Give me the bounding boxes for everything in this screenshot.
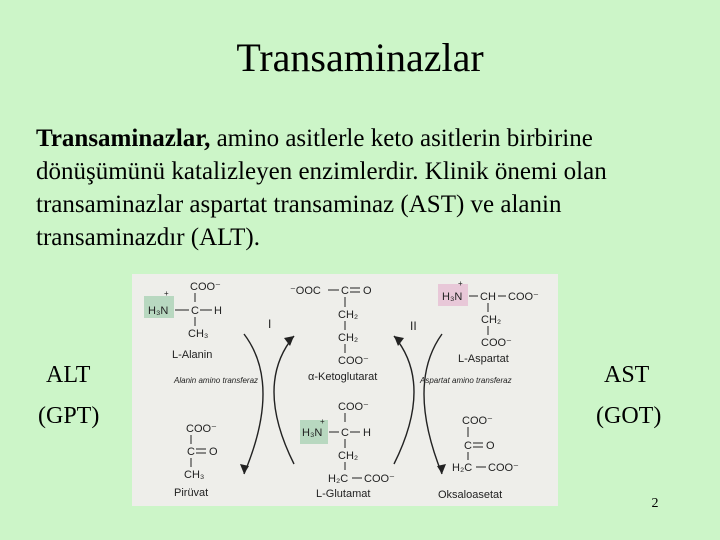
aspartate-charge: + — [458, 279, 463, 288]
alanine-methyl: CH₃ — [188, 328, 209, 340]
aspartate-side-carboxyl: COO⁻ — [481, 337, 512, 349]
oxaloacetate-structure — [438, 415, 519, 501]
pyruvate-methyl: CH₃ — [184, 469, 205, 481]
glutamate-h2c: H₂C — [328, 473, 349, 485]
pyruvate-oxygen: O — [209, 446, 218, 458]
arrow-left-outer — [244, 334, 263, 474]
ketoglutarate-keto-carbon: C — [341, 285, 349, 297]
transamination-diagram — [132, 274, 558, 506]
glutamate-ch2: CH₂ — [338, 450, 359, 462]
alanine-name: L-Alanin — [172, 349, 213, 361]
ketoglutarate-structure — [290, 285, 377, 383]
glutamate-alpha-carboxyl: COO⁻ — [338, 401, 369, 413]
alanine-hydrogen: H — [214, 305, 222, 317]
pyruvate-name: Pirüvat — [174, 487, 209, 499]
ketoglutarate-ch2-1: CH₂ — [338, 309, 359, 321]
page-number: 2 — [651, 496, 659, 511]
glutamate-structure — [302, 401, 395, 500]
aspartate-structure — [442, 279, 539, 365]
alanine-carboxyl: COO⁻ — [190, 281, 221, 293]
glutamate-alpha-carbon: C — [341, 427, 349, 439]
oxaloacetate-keto-carbon: C — [464, 440, 472, 452]
body-paragraph — [36, 122, 696, 254]
oxaloacetate-oxygen: O — [486, 440, 495, 452]
ketoglutarate-ch2-2: CH₂ — [338, 332, 359, 344]
reaction-label-i: I — [268, 317, 272, 331]
aspartate-alpha-carboxyl: COO⁻ — [508, 291, 539, 303]
aspartate-name: L-Aspartat — [458, 353, 509, 365]
ketoglutarate-name: α-Ketoglutarat — [308, 371, 378, 383]
alanine-alpha-carbon: C — [191, 305, 199, 317]
oxaloacetate-h2c: H₂C — [452, 462, 473, 474]
body-bold-term: Transaminazlar, — [36, 125, 211, 152]
ketoglutarate-carboxyl-left: ⁻OOC — [290, 285, 321, 297]
label-got: (GOT) — [596, 403, 662, 429]
aspartate-amino: H₃N — [442, 291, 463, 303]
pyruvate-keto-carbon: C — [187, 446, 195, 458]
oxaloacetate-carboxyl: COO⁻ — [462, 415, 493, 427]
aspartate-ch2: CH₂ — [481, 314, 502, 326]
alanine-charge: + — [164, 289, 169, 298]
label-gpt: (GPT) — [38, 403, 100, 429]
ketoglutarate-oxygen: O — [363, 285, 372, 297]
alanine-structure — [148, 281, 222, 361]
glutamate-charge: + — [320, 417, 325, 426]
glutamate-amino: H₃N — [302, 427, 323, 439]
enzyme-alt-label: Alanin amino transferaz — [174, 376, 259, 385]
arrow-right-inner — [394, 336, 414, 464]
enzyme-ast-label: Aspartat amino transferaz — [420, 376, 512, 385]
oxaloacetate-name: Oksaloasetat — [438, 489, 503, 501]
glutamate-side-carboxyl: COO⁻ — [364, 473, 395, 485]
pyruvate-structure — [174, 423, 218, 499]
label-ast: AST — [604, 362, 650, 388]
glutamate-hydrogen: H — [363, 427, 371, 439]
pyruvate-carboxyl: COO⁻ — [186, 423, 217, 435]
reaction-label-ii: II — [410, 319, 417, 333]
oxaloacetate-side-carboxyl: COO⁻ — [488, 462, 519, 474]
arrow-left-inner — [274, 336, 294, 464]
arrowhead-right-inner — [394, 336, 404, 346]
label-alt: ALT — [46, 362, 91, 388]
arrow-right-outer — [424, 334, 442, 474]
body-text: amino asitlerle keto asitlerin birbirine dönüşümünü katalizleyen enzimlerdir. Klinik önemi olan transaminazlar aspartat transaminaz (AST) ve alanin transaminazdır (ALT). — [36, 125, 607, 251]
slide-title: Transaminazlar — [236, 35, 484, 80]
transamination-figure — [132, 274, 558, 506]
aspartate-alpha-carbon: CH — [480, 291, 496, 303]
arrowhead-left-inner — [284, 336, 294, 346]
alanine-amino: H₃N — [148, 305, 169, 317]
ketoglutarate-carboxyl-bottom: COO⁻ — [338, 355, 369, 367]
glutamate-name: L-Glutamat — [316, 488, 371, 500]
